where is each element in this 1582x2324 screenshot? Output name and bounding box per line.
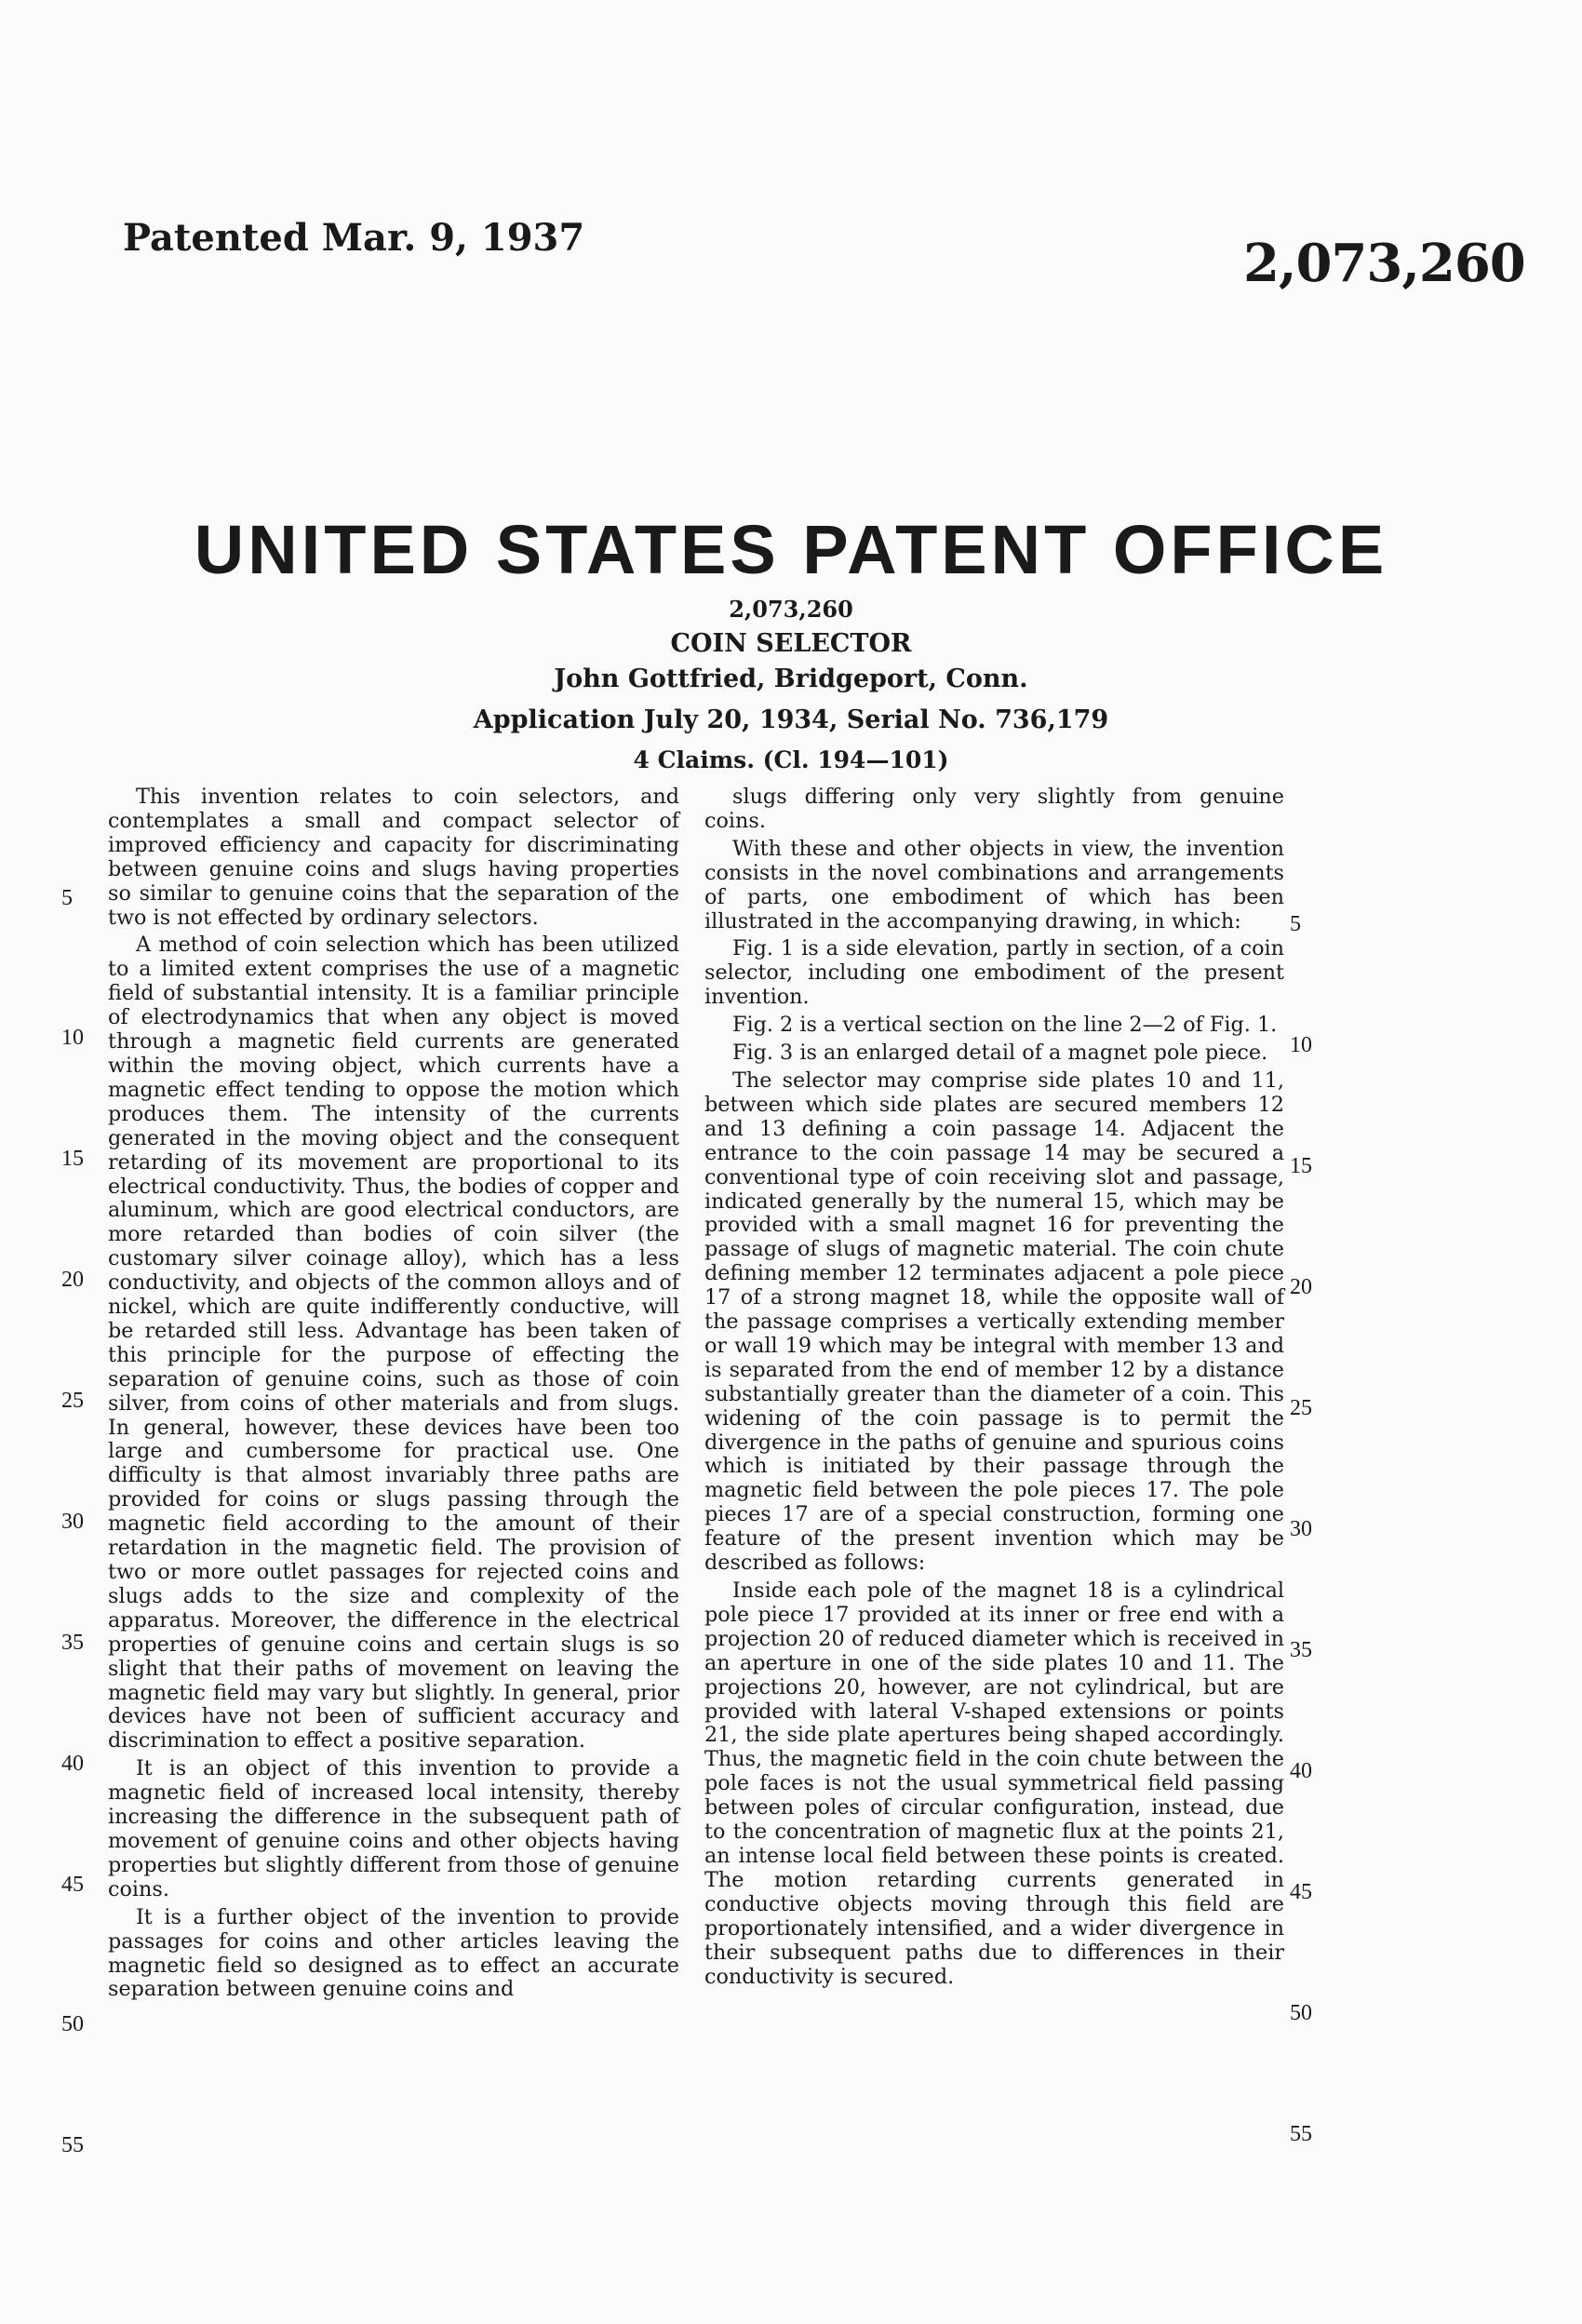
line-number: 45 [61,1873,84,1897]
office-title: UNITED STATES PATENT OFFICE [194,511,1388,588]
line-number: 10 [1290,1033,1312,1057]
line-number: 35 [1290,1638,1312,1662]
line-number: 5 [1290,912,1301,936]
line-number: 50 [61,2012,84,2036]
paragraph: This invention relates to coin selectors, and contemplates a small and compact selector of improved efficiency and capacity for discriminating between genuine coins and slugs having properties so similar to genuine coins that the separation of the two is not effected by ordinary selectors. [108,785,679,930]
patent-number: 2,073,260 [1243,233,1525,294]
line-number: 25 [1290,1396,1312,1420]
paragraph: Inside each pole of the magnet 18 is a cylindrical pole piece 17 provided at its inner or free end with a projection 20 of reduced diameter which is received in an aperture in one of the side plates 10 and 11. The projections 20, however, are not cylindrical, but are provided with lateral V-shaped extensions or points 21, the side plate apertures being shaped accordingly. Thus, the magnetic field in the coin chute between the pole faces is not the usual symmetrical field passing between poles of circular configuration, instead, due to the concentration of magnetic flux at the points 21, an intense local field between these points is created. The motion retarding currents generated in conductive objects moving through this field are proportionately intensified, and a wider divergence in their subsequent paths due to differences in their conductivity is secured. [704,1578,1284,1989]
paragraph: It is a further object of the invention to provide passages for coins and other articles leaving the magnetic field so designed as to effect an accurate separation between genuine coins and [108,1904,679,2002]
paragraph: It is an object of this invention to provide a magnetic field of increased local intensity, thereby increasing the difference in the subsequent path of movement of genuine coins and other objects having properties but slightly different from those of genuine coins. [108,1756,679,1901]
line-number: 25 [61,1389,84,1413]
paragraph: With these and other objects in view, the invention consists in the novel combinations and arrangements of parts, one embodiment of which has been illustrated in the accompanying drawing, in which: [704,836,1284,934]
patent-date: Patented Mar. 9, 1937 [123,216,585,260]
application-info: Application July 20, 1934, Serial No. 736,179 [473,705,1109,734]
invention-title: COIN SELECTOR [670,629,912,658]
line-number: 15 [1290,1154,1312,1178]
line-number: 35 [61,1631,84,1655]
line-number: 30 [1290,1517,1312,1541]
line-number: 45 [1290,1880,1312,1904]
paragraph: Fig. 1 is a side elevation, partly in section, of a coin selector, including one embodiment of the present invention. [704,936,1284,1010]
right-column [704,786,1284,1989]
line-number: 55 [61,2133,84,2157]
line-number: 50 [1290,2001,1312,2025]
line-number: 55 [1290,2122,1312,2146]
line-number: 20 [1290,1275,1312,1299]
line-number: 20 [61,1268,84,1292]
patent-number-sub: 2,073,260 [729,596,853,623]
paragraph: Fig. 3 is an enlarged detail of a magnet pole piece. [732,1041,1268,1066]
left-column [108,786,679,2002]
line-number: 5 [61,886,73,910]
paragraph: slugs differing only very slightly from genuine coins. [704,785,1284,833]
inventor: John Gottfried, Bridgeport, Conn. [554,665,1028,693]
paragraph: The selector may comprise side plates 10 and 11, between which side plates are secured members 12 and 13 defining a coin passage 14. Adjacent the entrance to the coin passage 14 may be secured a conventional type of coin receiving slot and passage, indicated generally by the numeral 15, which may be provided with a small magnet 16 for preventing the passage of slugs of magnetic material. The coin chute defining member 12 terminates adjacent a pole piece 17 of a strong magnet 18, while the opposite wall of the passage comprises a vertically extending member or wall 19 which may be integral with member 13 and is separated from the end of member 12 by a distance substantially greater than the diameter of a coin. This widening of the coin passage is to permit the divergence in the paths of genuine and spurious coins which is initiated by their passage through the magnetic field between the pole pieces 17. The pole pieces 17 are of a special construction, forming one feature of the present invention which may be described as follows: [704,1068,1284,1576]
paragraph: Fig. 2 is a vertical section on the line 2—2 of Fig. 1. [732,1013,1278,1038]
claims-info: 4 Claims. (Cl. 194—101) [633,746,949,773]
line-number: 10 [61,1026,84,1050]
line-number: 40 [61,1752,84,1776]
paragraph: A method of coin selection which has been utilized to a limited extent comprises the use of a magnetic field of substantial intensity. It is a familiar principle of electrodynamics that when any object is moved through a magnetic field currents are generated within the moving object, which currents have a magnetic effect tending to oppose the motion which produces them. The intensity of the currents generated in the moving object and the consequent retarding of its movement are proportional to its electrical conductivity. Thus, the bodies of copper and aluminum, which are good electrical conductors, are more retarded than bodies of coin silver (the customary silver coinage alloy), which has a less conductivity, and objects of the common alloys and of nickel, which are quite indifferently conductive, will be retarded still less. Advantage has been taken of this principle for the purpose of effecting the separation of genuine coins, such as those of coin silver, from coins of other materials and from slugs. In general, however, these devices have been too large and cumbersome for practical use. One difficulty is that almost invariably three paths are provided for coins or slugs passing through the magnetic field according to the amount of their retardation in the magnetic field. The provision of two or more outlet passages for rejected coins and slugs adds to the size and complexity of the apparatus. Moreover, the difference in the electrical properties of genuine coins and certain slugs is so slight that their paths of movement on leaving the magnetic field may vary but slightly. In general, prior devices have not been of sufficient accuracy and discrimination to effect a positive separation. [108,933,679,1753]
line-number: 15 [61,1147,84,1171]
line-number: 30 [61,1510,84,1534]
line-number: 40 [1290,1759,1312,1783]
